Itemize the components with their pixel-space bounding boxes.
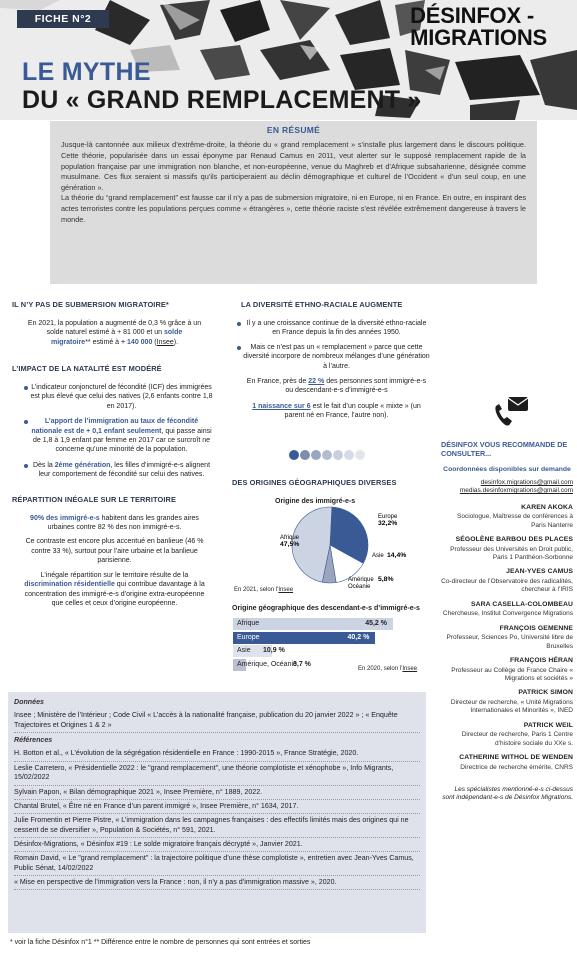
insee-link[interactable]: Insee xyxy=(156,338,174,346)
expert-name: FRANÇOIS GEMENNE xyxy=(499,624,573,632)
fiche-number-badge: FICHE N°2 xyxy=(17,10,109,28)
diversite-bullet-1: Il y a une croissance continue de la diversité ethno-raciale en France depuis la fin des années 1950. xyxy=(243,319,430,338)
dot-3 xyxy=(311,450,321,460)
reference-item[interactable]: « Mise en perspective de l’immigration vers la France : non, il n’y a pas d’immigration massive », 2020. xyxy=(14,876,420,890)
section-title-submersion: IL N’Y PAS DE SUBMERSION MIGRATOIRE* xyxy=(12,300,169,309)
data-heading: Données xyxy=(14,698,44,706)
diversite-text-3a: En France, près de xyxy=(246,377,309,385)
references-list xyxy=(14,747,420,890)
submersion-text-c: ** estimé à xyxy=(85,338,121,346)
pie-chart-title: Origine des immigré-e-s xyxy=(275,498,356,505)
bar-source-insee-link[interactable]: Insee xyxy=(402,666,418,672)
decorative-dots xyxy=(289,450,399,462)
submersion-text-a: En 2021, la population a augmenté de 0,3 % grâce à un solde naturel estimé à + 81 000 et un xyxy=(27,319,202,337)
email-2-text: medias.desinfoxmigrations@gmail.com xyxy=(459,487,573,495)
natalite-bullet-3 xyxy=(30,461,213,480)
logo-line-2: MIGRATIONS xyxy=(410,25,547,50)
bar-category-label: Amérique, Océanie xyxy=(237,660,297,668)
bar-chart-title: Origine géographique des descendant-e-s d’immigré-e-s xyxy=(232,605,420,612)
bar-afrique xyxy=(233,618,393,630)
bar-value-label: 10,9 % xyxy=(263,647,285,654)
reference-item[interactable]: Chantal Brutel, « Être né en France d’un parent immigré », Insee Première, n° 1634, 2017. xyxy=(14,800,420,814)
bar-source-text: En 2020, selon l’ xyxy=(358,666,403,672)
bar-category-label: Asie xyxy=(237,647,251,654)
expert-role: Professeur au Collège de France Chaire « Migrations et sociétés » xyxy=(451,666,573,682)
pie-label-value: 32,2% xyxy=(378,520,398,527)
expert-name: PATRICK SIMON xyxy=(518,689,573,697)
pie-label-value: 5,8% xyxy=(378,576,394,583)
diversite-bullets xyxy=(229,319,434,421)
expert-role: Directeur de recherche, « Unité Migrations Internationales et Minorités », INED xyxy=(450,699,573,715)
repartition-text-2: Ce contraste est encore plus accentué en banlieue (46 % contre 33 %), surtout pour l’aire urbaine et la banlieue parisienne. xyxy=(25,538,204,565)
second-generation-term: 2ème génération xyxy=(54,461,111,469)
repartition-text-3c: qui contribue davantage à la concentration des immigré-e-s d’origine extra-européenne que celles et ceux d’origine européenne. xyxy=(24,581,205,608)
expert-role: Directrice de recherche émérite, CNRS xyxy=(460,763,573,771)
title-line-2: DU « GRAND REMPLACEMENT » xyxy=(22,86,422,114)
natalite-bullet-1: L’indicateur conjoncturel de fécondité (ICF) des immigrées est plus élevé que celui des natives (2,6 enfants contre 1,8 en 2017). xyxy=(30,383,213,410)
urban-share-highlight: 90% des immigré-e-s xyxy=(30,514,100,522)
pie-label-category: Europe xyxy=(378,514,398,520)
bar-asie xyxy=(233,645,285,657)
repartition-text-1b: habitent dans les grandes aires urbaines contre 82 % des non immigré-e-s. xyxy=(47,514,199,531)
summary-box xyxy=(50,121,537,284)
expert-name: JEAN-YVES CAMUS xyxy=(506,568,573,576)
footnotes: * voir la fiche Désinfox n°1 ** Différence entre le nombre de personnes qui sont entrées et sorties xyxy=(10,939,311,946)
logo-line-1: DÉSINFOX - xyxy=(410,3,534,28)
pie-label-value: 47,5% xyxy=(280,541,300,548)
expert-role: Sociologue, Maîtresse de conférences à Paris Nanterre xyxy=(457,513,573,529)
natalite-bullet-3-c: , les filles d’immigré-e-s alignent leur comportement de fécondité sur celui des natives. xyxy=(38,461,211,479)
submersion-text-g: ). xyxy=(173,338,179,346)
expert-role: Professeur des Universités en Droit public, Paris 1 Panthéon-Sorbonne xyxy=(450,545,573,562)
natalite-bullet-3-a: Dès la xyxy=(32,461,55,469)
diversite-text-3c: des personnes sont immigré-e-s ou descendant-e-s d’immigré-e-s xyxy=(285,377,427,395)
reference-item[interactable]: Sylvain Papon, « Bilan démographique 2021 », Insee Première, n° 1889, 2022. xyxy=(14,786,420,800)
middle-column xyxy=(229,300,434,421)
dot-2 xyxy=(300,450,310,460)
diversite-text-3 xyxy=(243,377,430,396)
submersion-text xyxy=(12,319,217,347)
section-title-origines: DES ORIGINES GÉOGRAPHIQUES DIVERSES xyxy=(232,478,397,487)
pie-source xyxy=(234,587,293,595)
diversite-text-4b: est le fait d’un couple « mixte » (un parent né en France, l’autre non). xyxy=(284,402,421,420)
references-heading: Références xyxy=(14,736,53,745)
expert-role: Directeur de recherche, Paris 1 Centre d’histoire sociale du XXe s. xyxy=(461,731,573,747)
bar-am-rique-oc-anie xyxy=(233,659,311,671)
experts-list xyxy=(441,504,573,772)
recommendations-heading: DÉSINFOX VOUS RECOMMANDE DE CONSULTER... xyxy=(441,440,568,459)
expert-name: SÉGOLÈNE BARBOU DES PLACES xyxy=(455,536,573,544)
dot-6 xyxy=(344,450,354,460)
email-1[interactable] xyxy=(441,479,573,487)
email-1-text: desinfox.migrations@gmail.com xyxy=(480,479,573,487)
section-title-natalite: L’IMPACT DE LA NATALITÉ EST MODÉRÉ xyxy=(12,364,162,374)
pie-source-text: En 2021, selon l’ xyxy=(234,587,279,593)
recommendations-column xyxy=(441,440,573,803)
section-title-diversite: LA DIVERSITÉ ETHNO-RACIALE AUGMENTE xyxy=(241,300,403,309)
bar-value-label: 3,7 % xyxy=(293,660,311,668)
bar-europe xyxy=(233,632,375,644)
reference-item[interactable]: H. Botton et al., « L’évolution de la ségrégation résidentielle en France : 1990-2015 », France Stratégie, 2020. xyxy=(14,747,420,761)
dot-4 xyxy=(322,450,332,460)
natalite-bullet-2 xyxy=(30,417,213,455)
pie-source-insee-link[interactable]: Insee xyxy=(278,587,294,593)
repartition-text-1 xyxy=(12,514,217,533)
solde-migratoire-value: + 140 000 xyxy=(121,338,153,346)
data-sources: Insee ; Ministère de l’Intérieur ; Code Civil « L’accès à la nationalité française, publication du 20 janvier 2022 » ; « Enquête Trajectoires et Origines 1 & 2 » xyxy=(14,709,420,733)
expert-role: Co-directeur de l’Observatoire des radicalités, chercheur à l’IRIS xyxy=(441,578,573,594)
diversite-text-4 xyxy=(243,402,430,421)
natalite-bullet-2-text: , qui passe ainsi de 1,8 à 1,9 enfant par femme en 2017 car ce surcroît ne concerne qu’une minorité de la population. xyxy=(32,427,212,454)
dot-1 xyxy=(289,450,299,460)
diversite-bullet-2: Mais ce n’est pas un « remplacement » parce que cette diversité incorpore de nombreux mélanges d’une génération à l’autre. xyxy=(243,343,430,370)
summary-paragraph-2: La théorie du “grand remplacement” est fausse car il n’y a pas de submersion migratoire, ni en Europe, ni en France. En outre, en inspirant des actes terroristes contre les populations perçues comme « étrangères », cette théorie raciste s’est révélée extrêmement dangereuse à travers le monde. xyxy=(61,193,526,224)
desinfox-logo xyxy=(410,5,547,49)
natalite-highlight: L’apport de l’immigration au taux de fécondité nationale est de + 0,1 enfant seulement xyxy=(31,418,199,435)
mixed-birth-highlight: 1 naissance sur 6 xyxy=(252,402,311,410)
title-line-1: LE MYTHE xyxy=(22,58,151,86)
pie-label-value: 14,4% xyxy=(387,552,407,559)
independence-note: Les spécialistes mentionné-e-s ci-dessus sont indépendant-e-s de Désinfox Migrations. xyxy=(442,785,573,802)
reference-item[interactable]: Leslie Carretero, « Présidentielle 2022 : le "grand remplacement", une théorie complotiste et xénophobe », Info Migrants, 15/02/2022 xyxy=(14,762,420,786)
phone-mail-icon xyxy=(492,394,532,428)
expert-name: PATRICK WEIL xyxy=(523,721,573,729)
expert-role: Chercheuse, Institut Convergence Migrations xyxy=(442,610,573,618)
expert-name: KAREN AKOKA xyxy=(521,503,573,511)
pie-label-category: Asie xyxy=(372,553,384,559)
references-box xyxy=(8,692,426,933)
summary-paragraph-1: Jusque-là cantonnée aux milieux d’extrême-droite, la théorie du « grand remplacement » s’installe plus largement dans le discours politique. Cette théorie, popularisée dans un essai éponyme par Renaud Camus en 2011, veut alerter sur le supposé remplacement rapide de la population française par une immigration non blanche, et non-européenne, venue du Maghreb et d’Afrique subsaharienne, désignée comme musulmane. Ces flux seraient si massifs qu’ils participeraient au déclin démographique et culturel de l’Occident « d’un seul coup, en une génération ». xyxy=(61,140,526,192)
bar-category-label: Afrique xyxy=(237,620,260,627)
repartition-text-3a: L’inégale répartition sur le territoire résulte de la xyxy=(40,571,189,579)
submersion-text-e: ( xyxy=(152,338,157,346)
bar-category-label: Europe xyxy=(237,633,260,641)
expert-name: SARA CASELLA-COLOMBEAU xyxy=(470,600,573,608)
share-22-percent: 22 % xyxy=(308,377,325,385)
bar-source xyxy=(358,666,417,674)
email-2[interactable] xyxy=(441,487,573,495)
solde-migratoire-term: solde migratoire xyxy=(50,329,183,346)
reference-item[interactable]: Julie Fromentin et Pierre Pistre, « L’immigration dans les campagnes françaises : des effectifs limités mais des origines qui ne cessent de se diversifier », Population & Sociétés, n° 591, 2021. xyxy=(14,814,420,838)
summary-heading: EN RÉSUMÉ xyxy=(266,125,321,135)
reference-item[interactable]: Romain David, « Le "grand remplacement" : la trajectoire politique d’une thèse complotiste », entretien avec Jean-Yves Camus, Public Sénat, 14/02/2022 xyxy=(14,852,420,876)
dot-5 xyxy=(333,450,343,460)
bar-value-label: 40,2 % xyxy=(347,633,370,641)
contacts-title: Coordonnées disponibles sur demande xyxy=(443,466,571,474)
left-column xyxy=(12,300,217,608)
bar-value-label: 45,2 % xyxy=(365,620,387,627)
dot-7 xyxy=(355,450,365,460)
expert-name: CATHERINE WITHOL DE WENDEN xyxy=(459,753,573,761)
repartition-text-3 xyxy=(12,571,217,609)
discrimination-term: discrimination résidentielle xyxy=(24,581,115,589)
pie-label-category: Afrique xyxy=(280,535,300,541)
expert-role: Professeur, Sciences Po, Université libre de Bruxelles xyxy=(446,634,573,650)
section-title-repartition: RÉPARTITION INÉGALE SUR LE TERRITOIRE xyxy=(12,494,176,504)
reference-item[interactable]: Désinfox-Migrations, « Désinfox #19 : Le solde migratoire français décrypté », Janvier 2021. xyxy=(14,838,420,852)
pie-label-category: Amérique xyxy=(348,577,374,583)
pie-label-category: Océanie xyxy=(348,584,371,590)
expert-name: FRANÇOIS HÉRAN xyxy=(510,657,573,664)
pie-chart xyxy=(230,505,430,595)
natalite-bullets xyxy=(12,383,217,480)
